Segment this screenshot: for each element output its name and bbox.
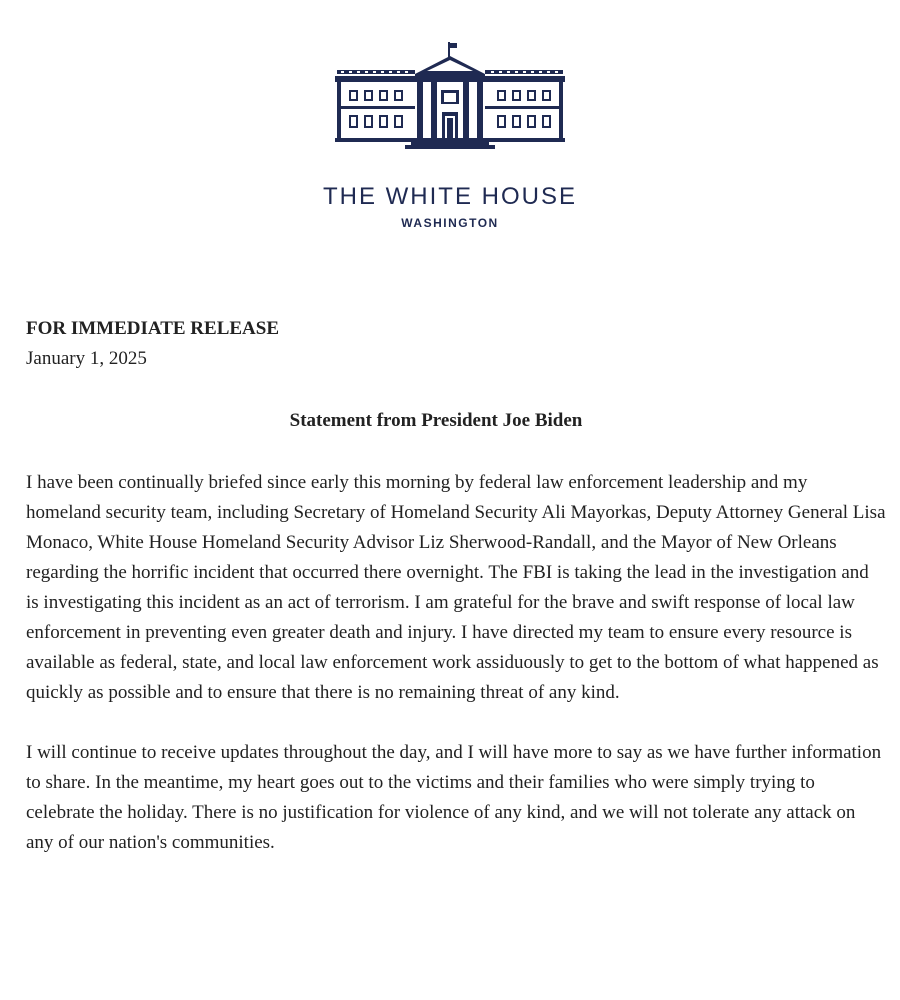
statement-paragraph: I have been continually briefed since early this morning by federal law enforcement leadership and my homeland security team, including Secretary of Homeland Security Ali Mayorkas, Deputy Attorney General Lisa Monaco, White House Homeland Security Advisor Liz Sherwood-Randall, and the Mayor of New Orleans regarding the horrific incident that occurred there overnight. The FBI is taking the lead in the investigation and is investigating this incident as an act of terrorism. I am grateful for the brave and swift response of local law enforcement in preventing even greater death and injury. I have directed my team to ensure every resource is available as federal, state, and local law enforcement work assiduously to get to the bottom of what happened as quickly as possible and to ensure that there is no remaining threat of any kind. (26, 472, 886, 703)
letterhead-title: THE WHITE HOUSE (322, 183, 577, 210)
press-release-body (26, 314, 886, 858)
statement-heading: Statement from President Joe Biden (289, 410, 583, 431)
white-house-logo-icon (335, 40, 565, 150)
release-label: FOR IMMEDIATE RELEASE (26, 318, 280, 339)
statement-paragraph: I will continue to receive updates throughout the day, and I will have more to say as we have further information to share. In the meantime, my heart goes out to the victims and their families who were simply trying to celebrate the holiday. There is no justification for violence of any kind, and we will not tolerate any attack on any of our nation's communities. (26, 742, 882, 853)
letterhead (0, 40, 900, 230)
release-date: January 1, 2025 (26, 348, 147, 369)
letterhead-subtitle: WASHINGTON (401, 216, 499, 230)
